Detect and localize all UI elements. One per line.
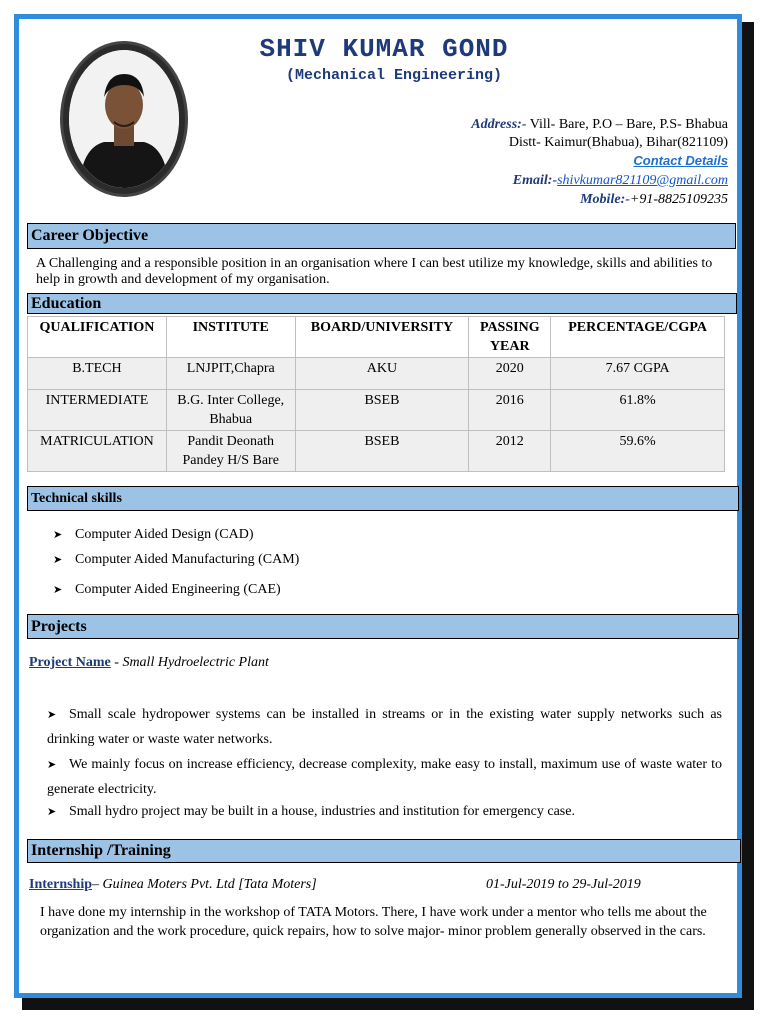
- table-cell: INTERMEDIATE: [28, 390, 167, 431]
- profile-photo: [60, 41, 188, 197]
- address-value: Vill- Bare, P.O – Bare, P.S- Bhabua: [526, 117, 728, 132]
- list-item: ➤ Small scale hydropower systems can be installed in streams or in the existing water supply networks such as drinking water or waste water networks.: [47, 702, 722, 752]
- column-header: BOARD/UNIVERSITY: [295, 317, 469, 358]
- internship-title-row: Internship– Guinea Moters Pvt. Ltd [Tata Moters]: [29, 877, 317, 892]
- projects-heading: Projects: [27, 614, 739, 639]
- internship-heading: Internship /Training: [27, 839, 741, 863]
- email-label: Email: [512, 173, 548, 188]
- column-header: QUALIFICATION: [28, 317, 167, 358]
- table-row: [28, 358, 725, 390]
- table-cell: 2020: [469, 358, 551, 390]
- table-cell: B.G. Inter College, Bhabua: [166, 390, 295, 431]
- arrowhead-bullet-icon: ➤: [53, 528, 63, 541]
- table-cell: 59.6%: [551, 431, 725, 472]
- project-name-row: Project Name - Small Hydroelectric Plant: [29, 655, 269, 670]
- list-item: ➤ Computer Aided Manufacturing (CAM): [53, 552, 300, 567]
- column-header: PASSING YEAR: [469, 317, 551, 358]
- table-cell: MATRICULATION: [28, 431, 167, 472]
- project-name-value: Small Hydroelectric Plant: [122, 655, 269, 670]
- mobile-label: Mobile: [580, 192, 621, 207]
- mobile-value: +91-8825109235: [629, 192, 728, 207]
- email-row: Email:-shivkumar821109@gmail.com: [512, 173, 728, 188]
- table-cell: BSEB: [295, 390, 469, 431]
- candidate-name: SHIV KUMAR GOND: [259, 34, 509, 64]
- internship-label: Internship: [29, 877, 93, 892]
- mobile-row: Mobile:-+91-8825109235: [580, 192, 728, 207]
- career-objective-heading: Career Objective: [27, 223, 736, 249]
- education-table: [27, 316, 725, 472]
- list-item: ➤ Small hydro project may be built in a house, industries and institution for emergency case.: [47, 804, 575, 819]
- table-row: [28, 390, 725, 431]
- education-heading: Education: [27, 293, 737, 314]
- list-item: ➤ We mainly focus on increase efficiency, decrease complexity, make easy to install, maximum use of waste water to generate electricity.: [47, 752, 722, 802]
- address-label: Address: [471, 117, 518, 132]
- candidate-discipline: (Mechanical Engineering): [285, 67, 503, 84]
- table-cell: 2012: [469, 431, 551, 472]
- table-cell: BSEB: [295, 431, 469, 472]
- address-line-2: Distt- Kaimur(Bhabua), Bihar(821109): [508, 135, 728, 150]
- arrowhead-bullet-icon: ➤: [53, 553, 63, 566]
- column-header: PERCENTAGE/CGPA: [551, 317, 725, 358]
- address-line-1: Address:- Vill- Bare, P.O – Bare, P.S- Bhabua: [471, 117, 728, 132]
- internship-description: I have done my internship in the workshop of TATA Motors. There, I have work under a mentor who tells me about the organization and the work procedure, quick repairs, how to solve major- minor problem generally observed in the cars.: [40, 905, 707, 939]
- list-item: ➤ Computer Aided Engineering (CAE): [53, 582, 281, 597]
- arrowhead-bullet-icon: ➤: [53, 583, 63, 596]
- table-cell: B.TECH: [28, 358, 167, 390]
- column-header: INSTITUTE: [166, 317, 295, 358]
- table-cell: 61.8%: [551, 390, 725, 431]
- table-cell: 7.67 CGPA: [551, 358, 725, 390]
- career-objective-text: A Challenging and a responsible position in an organisation where I can best utilize my knowledge, skills and abilities to help in growth and development of my organisation.: [36, 256, 713, 287]
- internship-dates: 01-Jul-2019 to 29-Jul-2019: [486, 877, 641, 892]
- table-cell: LNJPIT,Chapra: [166, 358, 295, 390]
- contact-details-link[interactable]: Contact Details: [633, 153, 728, 168]
- technical-skills-heading: Technical skills: [27, 486, 739, 511]
- person-photo-icon: [69, 50, 179, 188]
- table-cell: 2016: [469, 390, 551, 431]
- arrowhead-bullet-icon: ➤: [47, 805, 57, 818]
- table-cell: AKU: [295, 358, 469, 390]
- list-item: ➤ Computer Aided Design (CAD): [53, 527, 254, 542]
- arrowhead-bullet-icon: ➤: [47, 708, 57, 721]
- email-link[interactable]: shivkumar821109@gmail.com: [557, 173, 728, 188]
- internship-company: Guinea Moters Pvt. Ltd [Tata Moters]: [102, 877, 317, 892]
- table-header-row: [28, 317, 725, 358]
- arrowhead-bullet-icon: ➤: [47, 758, 57, 771]
- table-row: [28, 431, 725, 472]
- project-name-label: Project Name: [29, 655, 111, 670]
- table-cell: Pandit Deonath Pandey H/S Bare: [166, 431, 295, 472]
